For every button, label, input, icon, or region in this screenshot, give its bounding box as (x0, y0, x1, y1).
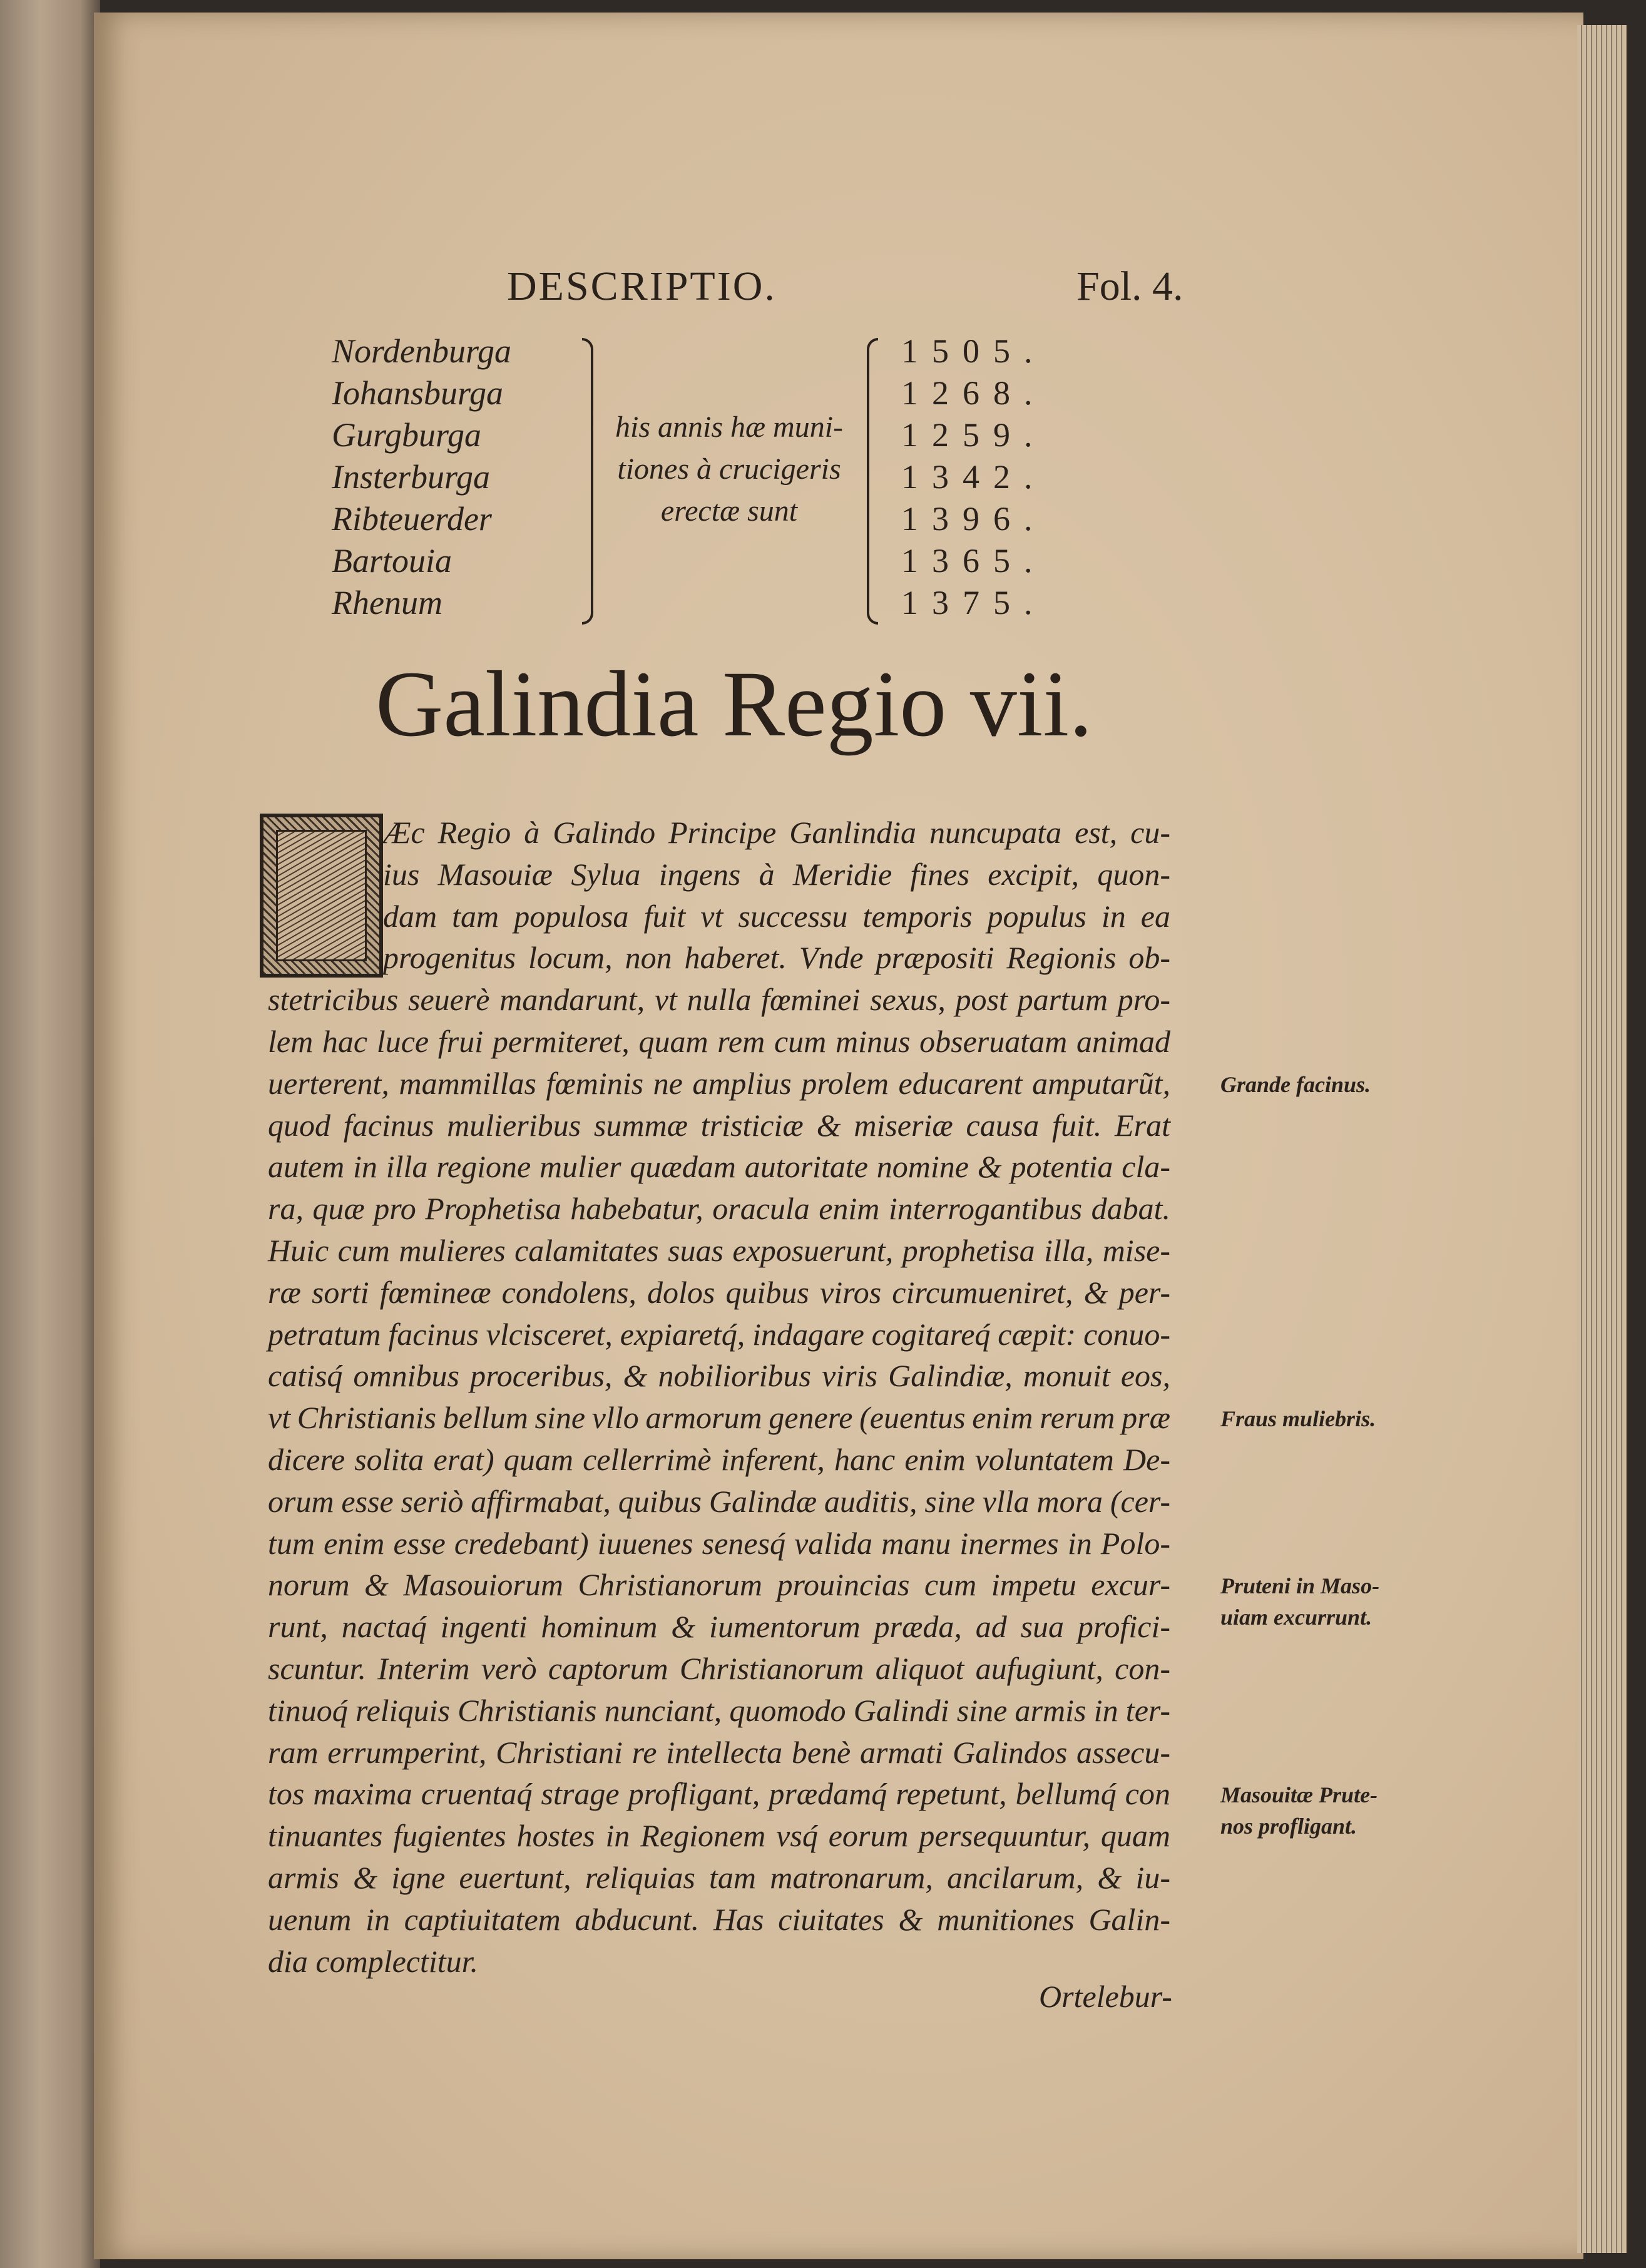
running-head: DESCRIPTIO. (507, 263, 777, 309)
right-brace (582, 338, 593, 625)
table-place-name: Nordenburga (332, 332, 512, 370)
body-line: armis & igne euertunt, reliquias tam matronarum, ancilarum, & iu- (268, 1860, 1170, 1895)
marginal-note: nos profligant. (1220, 1814, 1357, 1839)
table-place-name: Gurgburga (332, 416, 482, 454)
body-line: norum & Masouiorum Christianorum prouincias cum impetu excur- (268, 1567, 1170, 1603)
body-line: quod facinus mulieribus summæ tristiciæ & miseriæ causa fuit. Erat (268, 1107, 1170, 1143)
body-line: autem in illa regione mulier quædam autoritate nomine & potentia cla- (268, 1149, 1170, 1185)
folio-number: Fol. 4. (1076, 263, 1183, 309)
body-line: ræ sorti fœmineæ condolens, dolos quibus viros circumueniret, & per- (268, 1274, 1170, 1310)
body-line: petratum facinus vlcisceret, expiaretq́, indagare cogitareq́ cæpit: conuo- (268, 1316, 1170, 1352)
body-line: uenum in captiuitatem abducunt. Has ciuitates & munitiones Galin- (268, 1901, 1170, 1937)
body-line: dicere solita erat) quam cellerrimè inferent, hanc enim voluntatem De- (268, 1442, 1170, 1477)
table-year: 1365. (901, 542, 1046, 580)
body-line: scuntur. Interim verò captorum Christianorum aliquot aufugiunt, con- (268, 1651, 1170, 1686)
marginal-note: Grande facinus. (1220, 1071, 1371, 1097)
catchword: Ortelebur- (1039, 1979, 1172, 2014)
section-title: Galindia Regio vii. (376, 652, 1093, 756)
body-line: tinuantes fugientes hostes in Regionem vsq́ eorum persequuntur, quam (268, 1818, 1170, 1854)
table-year: 1268. (901, 374, 1046, 412)
marginal-note: Fraus muliebris. (1220, 1406, 1376, 1432)
body-line: dam tam populosa fuit vt successu temporis populus in ea (383, 898, 1170, 934)
table-place-name: Bartouia (332, 542, 452, 580)
body-line: stetricibus seuerè mandarunt, vt nulla fœminei sexus, post partum pro- (268, 982, 1170, 1018)
body-line: Huic cum mulieres calamitates suas exposuerunt, prophetisa illa, mise- (268, 1233, 1170, 1268)
table-year: 1342. (901, 458, 1046, 496)
table-year: 1396. (901, 500, 1046, 538)
body-line: lem hac luce frui permiteret, quam rem cum minus obseruatam animad (268, 1024, 1170, 1059)
body-line: uerterent, mammillas fœminis ne amplius prolem educarent amputarũt, (268, 1065, 1170, 1101)
table-place-name: Insterburga (332, 458, 490, 496)
woodcut-drop-cap-h (260, 814, 383, 978)
left-brace (867, 338, 878, 625)
table-year: 1375. (901, 584, 1046, 621)
table-place-name: Rhenum (332, 584, 442, 621)
body-line: tum enim esse credebant) iuuenes senesq́ valida manu inermes in Polo- (268, 1525, 1170, 1561)
table-note-3: erectæ sunt (660, 494, 798, 528)
body-line: ra, quæ pro Prophetisa habebatur, oracula enim interrogantibus dabat. (268, 1191, 1170, 1227)
table-year: 1505. (901, 332, 1046, 370)
body-line: Æc Regio à Galindo Principe Ganlindia nuncupata est, cu- (383, 815, 1170, 850)
table-note-1: his annis hæ muni- (615, 411, 844, 444)
body-line: progenitus locum, non haberet. Vnde præpositi Regionis ob- (383, 940, 1170, 976)
table-note-2: tiones à crucigeris (617, 452, 841, 486)
page-edges (1577, 25, 1627, 2253)
body-line: tos maxima cruentaq́ strage profligant, prædamq́ repetunt, bellumq́ con (268, 1776, 1170, 1812)
table-year: 1259. (901, 416, 1046, 454)
marginal-note: uiam excurrunt. (1220, 1605, 1373, 1630)
body-line: tinuoq́ reliquis Christianis nunciant, quomodo Galindi sine armis in ter- (268, 1692, 1170, 1728)
facing-page-edge (0, 0, 100, 2268)
marginal-note: Pruteni in Maso- (1220, 1573, 1380, 1599)
body-line: ius Masouiæ Sylua ingens à Meridie fines excipit, quon- (383, 856, 1170, 892)
marginal-note: Masouitæ Prute- (1220, 1782, 1378, 1808)
table-place-name: Ribteuerder (332, 500, 492, 538)
body-line: vt Christianis bellum sine vllo armorum genere (euentus enim rerum præ (268, 1400, 1170, 1436)
body-line: dia complectitur. (268, 1943, 479, 1979)
body-line: catisq́ omnibus proceribus, & nobilioribus viris Galindiæ, monuit eos, (268, 1358, 1170, 1394)
table-place-name: Iohansburga (332, 374, 504, 412)
body-line: ram errumperint, Christiani re intellecta benè armati Galindos assecu- (268, 1734, 1170, 1770)
body-line: runt, nactaq́ ingenti hominum & iumentorum præda, ad sua profici- (268, 1609, 1170, 1645)
body-line: orum esse seriò affirmabat, quibus Galindæ auditis, sine vlla mora (cer- (268, 1483, 1170, 1519)
